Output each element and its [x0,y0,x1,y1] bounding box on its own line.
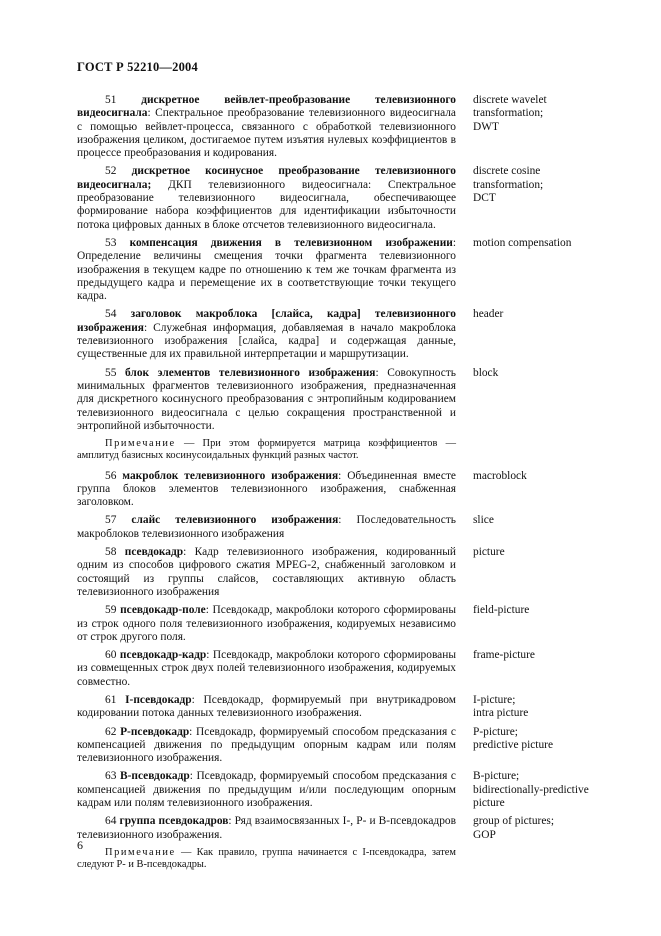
entries-group-1 [77,94,597,433]
term-definition-text: : Совокупность минимальных фрагментов телевизионного изображения, предназначенная для дискретного косинусного преобразования с энтропийным кодированием телевизионного видеосигнала с целью сокращения пространственной и энтропийной избыточности. [77,366,456,432]
term-english-equivalent [473,94,597,160]
page-number: 6 [77,838,83,852]
term-name: слайс телевизионного изображения [131,514,339,527]
term-definition [77,514,456,541]
english-term-line: macroblock [473,469,527,482]
term-entry [77,514,597,541]
term-definition [77,815,456,842]
term-name: дискретное вейвлет-преобразование телевизионного видеосигнала [77,94,456,120]
term-name: компенсация движения в телевизионном изображении [129,236,453,249]
term-definition [77,649,456,689]
english-term-line: I-picture; [473,693,516,706]
term-entry [77,94,597,160]
term-entry [77,367,597,433]
english-term-line: picture [473,797,505,810]
term-english-equivalent [473,604,597,644]
english-term-line: group of pictures; [473,815,554,828]
english-term-line: field-picture [473,604,530,617]
term-definition [77,604,456,644]
term-name: заголовок макроблока [слайса, кадра] телевизионного изображения [77,308,456,334]
term-entry [77,815,597,842]
term-definition [77,770,456,810]
term-list [77,94,597,878]
term-definition-text: : Ряд взаимосвязанных I-, P- и B-псевдокадров телевизионного изображения. [77,815,456,841]
term-definition-text: : Псевдокадр, формируемый способом предсказания с компенсацией движения по предыдущим опорным кадрам или полям телевизионного изображения. [77,725,456,765]
english-term-line: discrete cosine [473,165,541,178]
term-number: 54 [105,308,117,321]
english-term-line: motion compensation [473,236,572,249]
term-number: 61 [105,693,117,706]
term-number: 58 [105,546,117,559]
english-term-line: DWT [473,120,499,133]
term-number: 55 [105,366,117,379]
term-number: 56 [105,469,117,482]
term-definition-text: : Псевдокадр, формируемый способом предсказания с компенсацией движения по предыдущим и/или последующим опорным кадрам или полям телевизионного изображения. [77,770,456,810]
english-term-line: discrete wavelet [473,94,547,106]
term-number: 62 [105,725,117,738]
term-number: 63 [105,770,117,783]
term-entry [77,470,597,510]
term-number: 53 [105,236,117,249]
term-entry [77,649,597,689]
term-number: 57 [105,514,117,527]
term-english-equivalent [473,546,597,599]
english-term-line: P-picture; [473,725,518,738]
term-definition [77,94,456,160]
english-term-line: block [473,366,499,379]
english-term-line: bidirectionally-predictive [473,783,589,796]
term-definition [77,546,456,599]
term-definition-text: : Спектральное преобразование телевизионного видеосигнала с помощью вейвлет-процесса, связанного с обработкой телевизионного изображения целиком, достигаемое путем изъятия нулевых коэффициентов в процессе преобразования и кодирования. [77,107,456,160]
term-entry [77,308,597,361]
term-entry [77,604,597,644]
term-number: 52 [105,165,117,178]
entries-group-2 [77,470,597,842]
english-term-line: predictive picture [473,738,554,751]
note-2 [77,847,456,871]
english-term-line: intra picture [473,707,529,720]
term-definition-text: : Объединенная вместе группа блоков элементов телевизионного изображения, снабженная заголовком. [77,469,456,509]
page-header: ГОСТ Р 52210—2004 [77,60,198,74]
term-english-equivalent [473,815,597,842]
term-name: B-псевдокадр [119,770,190,783]
note-1 [77,438,456,462]
english-term-line: GOP [473,828,496,841]
term-definition [77,165,456,231]
term-definition-text: : Псевдокадр, макроблоки которого сформированы из строк одного поля телевизионного изображения, кодируемых независимо от строк другого поля. [77,604,456,643]
note-2-text: — Как правило, группа начинается с I-псевдокадра, затем следуют P- и B-псевдокадры. [77,846,456,871]
term-english-equivalent [473,726,597,766]
term-name: макроблок телевизионного изображения [122,469,339,482]
term-definition [77,470,456,510]
term-name: блок элементов телевизионного изображения [125,366,376,379]
term-english-equivalent [473,694,597,721]
term-english-equivalent [473,367,597,433]
term-english-equivalent [473,514,597,541]
term-english-equivalent [473,770,597,810]
term-definition-text: ДКП телевизионного видеосигнала: Спектральное преобразование телевизионного видеосигнала, обеспечивающее формирование набора коэффициентов для идентификации избыточности потока цифровых данных в блоке отсчетов телевизионного видеосигнала. [77,178,456,231]
term-entry [77,237,597,303]
term-number: 60 [105,649,117,662]
term-definition [77,237,456,303]
term-name: псевдокадр-кадр [119,649,207,662]
term-number: 64 [105,815,117,828]
term-english-equivalent [473,308,597,361]
term-definition-text: : Определение величины смещения точки фрагмента телевизионного изображения в текущем кадре по отношению к тем же точкам фрагмента из предыдущего кадра и перемещение их в соответствующие точки текущего кадра. [77,236,456,303]
term-english-equivalent [473,470,597,510]
term-name: псевдокадр [124,546,184,559]
term-entry [77,165,597,231]
term-name: дискретное косинусное преобразование телевизионного видеосигнала; [77,165,456,191]
term-number: 59 [105,604,117,617]
term-definition-text: : Последовательность макроблоков телевизионного изображения [77,514,456,540]
english-term-line: DCT [473,192,496,205]
english-term-line: transformation; [473,107,544,120]
term-definition-text: : Псевдокадр, макроблоки которого сформированы из совмещенных строк двух полей телевизионного изображения, кодируемых совместно. [77,649,456,688]
term-name: P-псевдокадр [120,725,190,738]
term-definition-text: : Кадр телевизионного изображения, кодированный одним из способов цифрового сжатия MPEG-2, снабженный заголовком и состоящий из группы слайсов, составляющих активную область телевизионного изображения [77,546,456,598]
english-term-line: transformation; [473,178,544,191]
term-definition [77,308,456,361]
english-term-line: B-picture; [473,770,520,783]
term-name: группа псевдокадров [119,815,229,828]
term-number: 51 [105,94,117,106]
term-definition [77,694,456,721]
note-2-label: Примечание [105,846,176,858]
english-term-line: picture [473,546,505,559]
term-entry [77,694,597,721]
term-english-equivalent [473,165,597,231]
term-definition-text: : Псевдокадр, формируемый при внутрикадровом кодировании потока данных телевизионного изображения. [77,693,456,720]
english-term-line: slice [473,514,494,527]
term-entry [77,726,597,766]
term-definition [77,367,456,433]
english-term-line: frame-picture [473,649,535,662]
term-name: I-псевдокадр [125,693,192,706]
note-1-text: — При этом формируется матрица коэффициентов — амплитуд базисных косинусоидальных функций разных частот. [77,438,456,462]
term-entry [77,546,597,599]
term-definition-text: : Служебная информация, добавляемая в начало макроблока телевизионного изображения [слайса, кадра] и содержащая данные, существенные для их правильной интерпретации и маршрутизации. [77,321,456,361]
term-name: псевдокадр-поле [120,604,206,617]
note-1-label: Примечание [105,438,176,450]
term-definition [77,726,456,766]
term-english-equivalent [473,237,597,303]
term-english-equivalent [473,649,597,689]
term-entry [77,770,597,810]
english-term-line: header [473,308,504,321]
